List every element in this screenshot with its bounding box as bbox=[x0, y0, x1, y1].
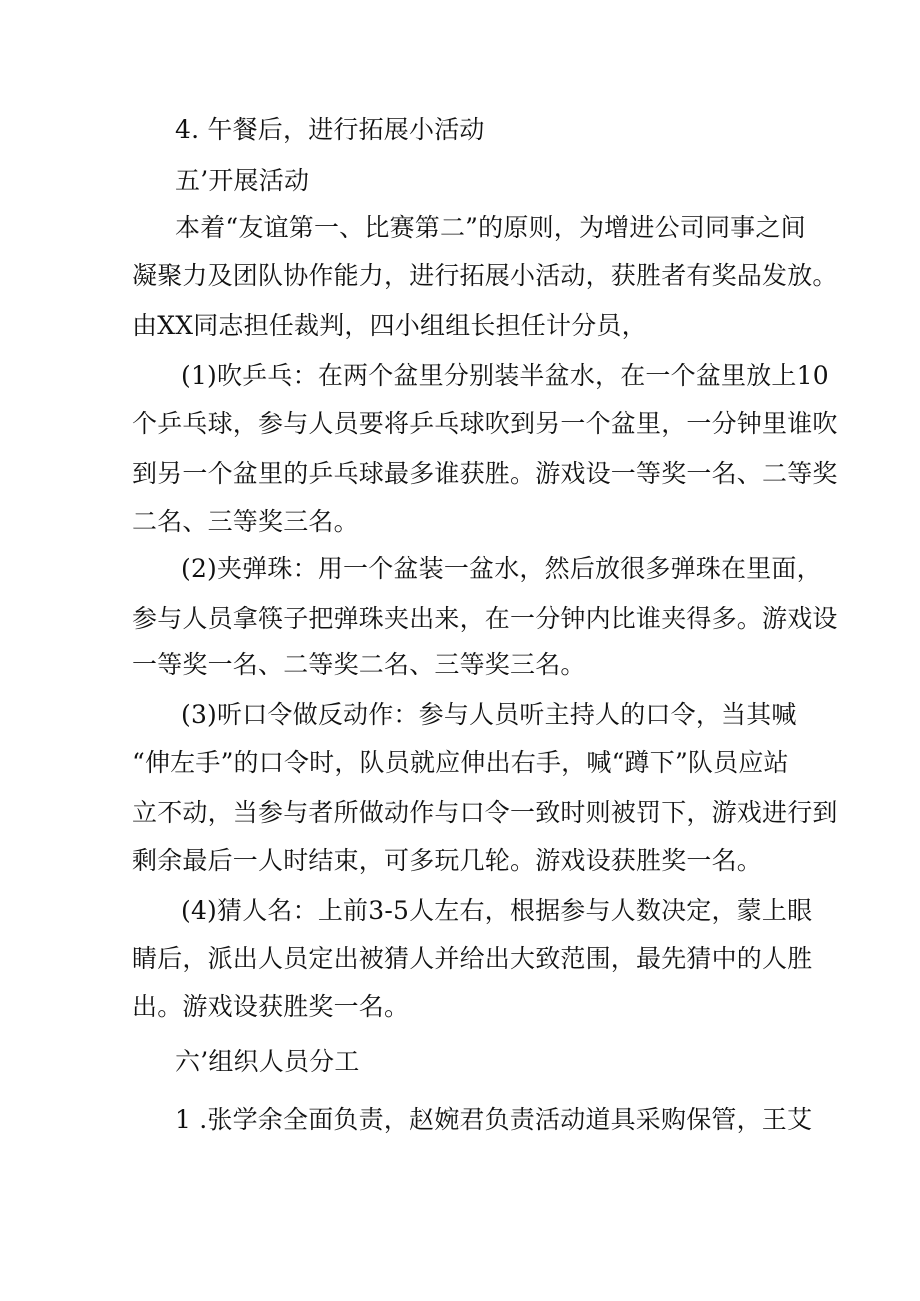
paragraph-line: 出。游戏设获胜奖一名。 bbox=[132, 992, 410, 1021]
section-6-heading: 六’组织人员分工 bbox=[175, 1047, 360, 1076]
paragraph-line: 凝聚力及团队协作能力，进行拓展小活动，获胜者有奖品发放。 bbox=[132, 261, 838, 290]
paragraph-line: 二名、三等奖三名。 bbox=[132, 507, 359, 536]
paragraph-line: 由XX同志担任裁判，四小组组长担任计分员， bbox=[132, 311, 647, 340]
game-4-line: (4)猜人名：上前3-5人左右，根据参与人数决定，蒙上眼 bbox=[181, 896, 813, 925]
game-3-line: (3)听口令做反动作：参与人员听主持人的口令，当其喊 bbox=[181, 700, 797, 729]
paragraph-line: 参与人员拿筷子把弹珠夹出来，在一分钟内比谁夹得多。游戏设 bbox=[132, 604, 838, 633]
paragraph-line: 剩余最后一人时结束，可多玩几轮。游戏设获胜奖一名。 bbox=[132, 846, 763, 875]
paragraph-line: 睛后，派出人员定出被猜人并给出大致范围，最先猜中的人胜 bbox=[132, 944, 813, 973]
paragraph-line: 个乒乓球，参与人员要将乒乓球吹到另一个盆里，一分钟里谁吹 bbox=[132, 409, 838, 438]
game-2-line: (2)夹弹珠：用一个盆装一盆水，然后放很多弹珠在里面， bbox=[181, 554, 822, 583]
paragraph-line: 立不动，当参与者所做动作与口令一致时则被罚下，游戏进行到 bbox=[132, 798, 838, 827]
paragraph-line: “伸左手”的口令时，队员就应伸出右手，喊“蹲下”队员应站 bbox=[132, 748, 789, 777]
staff-assignment-line: 1 .张学余全面负责，赵婉君负责活动道具采购保管，王艾 bbox=[175, 1105, 813, 1134]
section-5-heading: 五’开展活动 bbox=[175, 166, 310, 195]
paragraph-line: 到另一个盆里的乒乓球最多谁获胜。游戏设一等奖一名、二等奖 bbox=[132, 459, 838, 488]
paragraph-line: 一等奖一名、二等奖二名、三等奖三名。 bbox=[132, 650, 586, 679]
paragraph-line: 本着“友谊第一、比赛第二”的原则，为增进公司同事之间 bbox=[175, 213, 806, 242]
item-4-lunch-activity: 4. 午餐后，进行拓展小活动 bbox=[175, 115, 485, 144]
game-1-line: (1)吹乒乓：在两个盆里分别装半盆水，在一个盆里放上10 bbox=[181, 361, 829, 390]
